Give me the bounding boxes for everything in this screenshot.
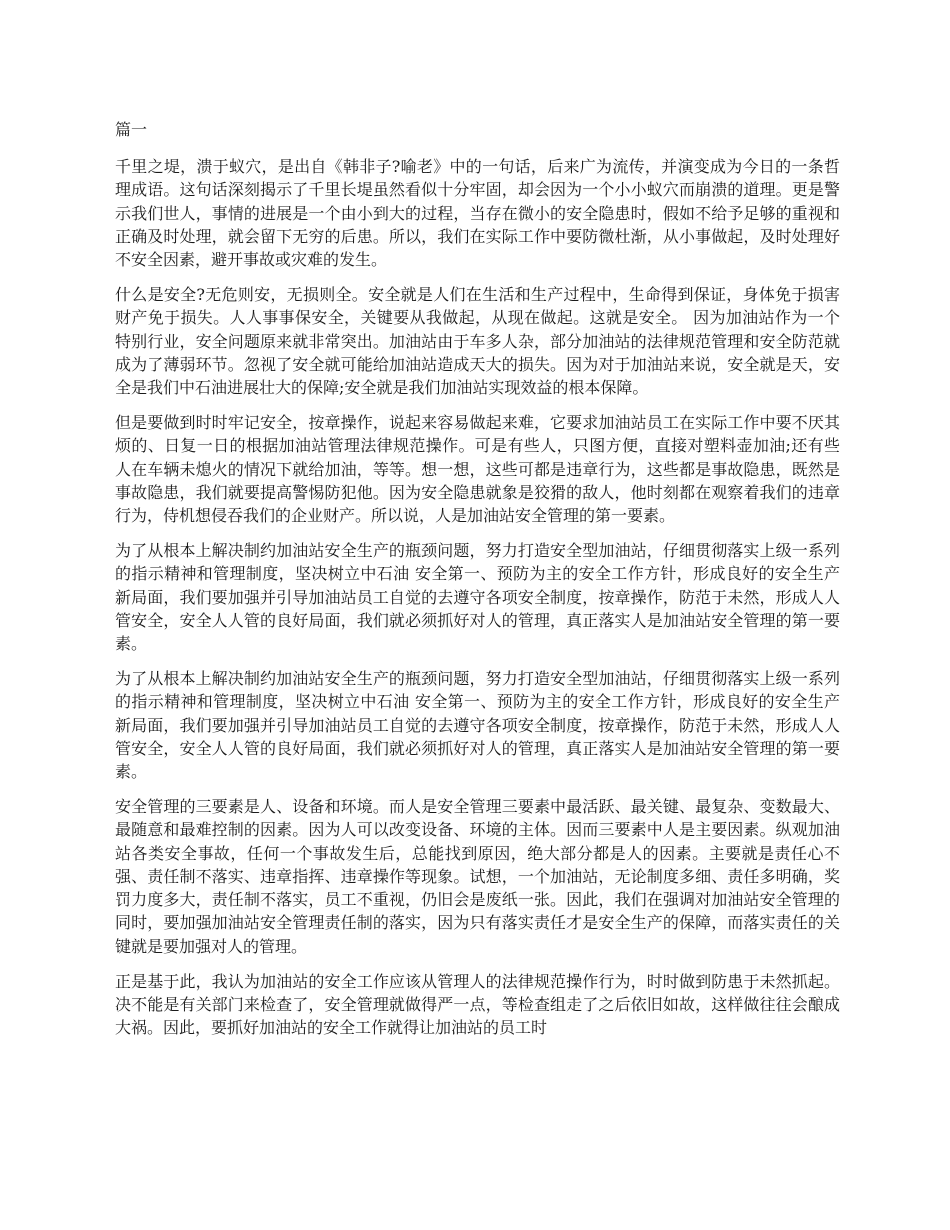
document-heading: 篇一 [115,120,148,139]
paragraph-1: 千里之堤，溃于蚁穴，是出自《韩非子?喻老》中的一句话，后来广为流传，并演变成为今日的一条哲理成语。这句话深刻揭示了千里长堤虽然看似十分牢固，却会因为一个小小蚁穴而崩溃的道理。更是警示我们世人，事情的进展是一个由小到大的过程，当存在微小的安全隐患时，假如不给予足够的重视和正确及时处理，就会留下无穷的后患。所以，我们在实际工作中要防微杜渐，从小事做起，及时处理好不安全因素，避开事故或灾难的发生。 [115,157,840,270]
paragraph-7: 正是基于此，我认为加油站的安全工作应该从管理人的法律规范操作行为，时时做到防患于未然抓起。决不能是有关部门来检查了，安全管理就做得严一点，等检查组走了之后依旧如故，这样做往往会酿成大祸。因此，要抓好加油站的安全工作就得让加油站的员工时 [115,971,840,1038]
paragraph-6: 安全管理的三要素是人、设备和环境。而人是安全管理三要素中最活跃、最关键、最复杂、变数最大、最随意和最难控制的因素。因为人可以改变设备、环境的主体。因而三要素中人是主要因素。纵观加油站各类安全事故，任何一个事故发生后，总能找到原因，绝大部分都是人的因素。主要就是责任心不强、责任制不落实、违章指挥、违章操作等现象。试想，一个加油站，无论制度多细、责任多明确，奖罚力度多大，责任制不落实，员工不重视，仍旧会是废纸一张。因此，我们在强调对加油站安全管理的同时，要加强加油站安全管理责任制的落实，因为只有落实责任才是安全生产的保障，而落实责任的关键就是要加强对人的管理。 [115,797,840,956]
document-page [115,118,840,1051]
paragraph-3: 但是要做到时时牢记安全，按章操作，说起来容易做起来难，它要求加油站员工在实际工作中要不厌其烦的、日复一日的根据加油站管理法律规范操作。可是有些人，只图方便，直接对塑料壶加油;还有些人在车辆未熄火的情况下就给加油，等等。想一想，这些可都是违章行为，这些都是事故隐患，既然是事故隐患，我们就要提高警惕防犯他。因为安全隐患就象是狡猾的敌人，他时刻都在观察着我们的违章行为，侍机想侵吞我们的企业财产。所以说，人是加油站安全管理的第一要素。 [115,413,840,526]
paragraph-4: 为了从根本上解决制约加油站安全生产的瓶颈问题，努力打造安全型加油站，仔细贯彻落实上级一系列的指示精神和管理制度，坚决树立中石油 安全第一、预防为主的安全工作方针，形成良好的安全生产新局面，我们要加强并引导加油站员工自觉的去遵守各项安全制度，按章操作，防范于未然，形成人人管安全，安全人人管的良好局面，我们就必须抓好对人的管理，真正落实人是加油站安全管理的第一要素。 [115,541,840,654]
paragraph-5: 为了从根本上解决制约加油站安全生产的瓶颈问题，努力打造安全型加油站，仔细贯彻落实上级一系列的指示精神和管理制度，坚决树立中石油 安全第一、预防为主的安全工作方针，形成良好的安全生产新局面，我们要加强并引导加油站员工自觉的去遵守各项安全制度，按章操作，防范于未然，形成人人管安全，安全人人管的良好局面，我们就必须抓好对人的管理，真正落实人是加油站安全管理的第一要素。 [115,669,840,782]
paragraph-2: 什么是安全?无危则安，无损则全。安全就是人们在生活和生产过程中，生命得到保证，身体免于损害财产免于损失。人人事事保安全，关键要从我做起，从现在做起。这就是安全。 因为加油站作为一个特别行业，安全问题原来就非常突出。加油站由于车多人杂，部分加油站的法律规范管理和安全防范就成为了薄弱环节。忽视了安全就可能给加油站造成天大的损失。因为对于加油站来说，安全就是天，安全是我们中石油进展壮大的保障;安全就是我们加油站实现效益的根本保障。 [115,285,840,398]
